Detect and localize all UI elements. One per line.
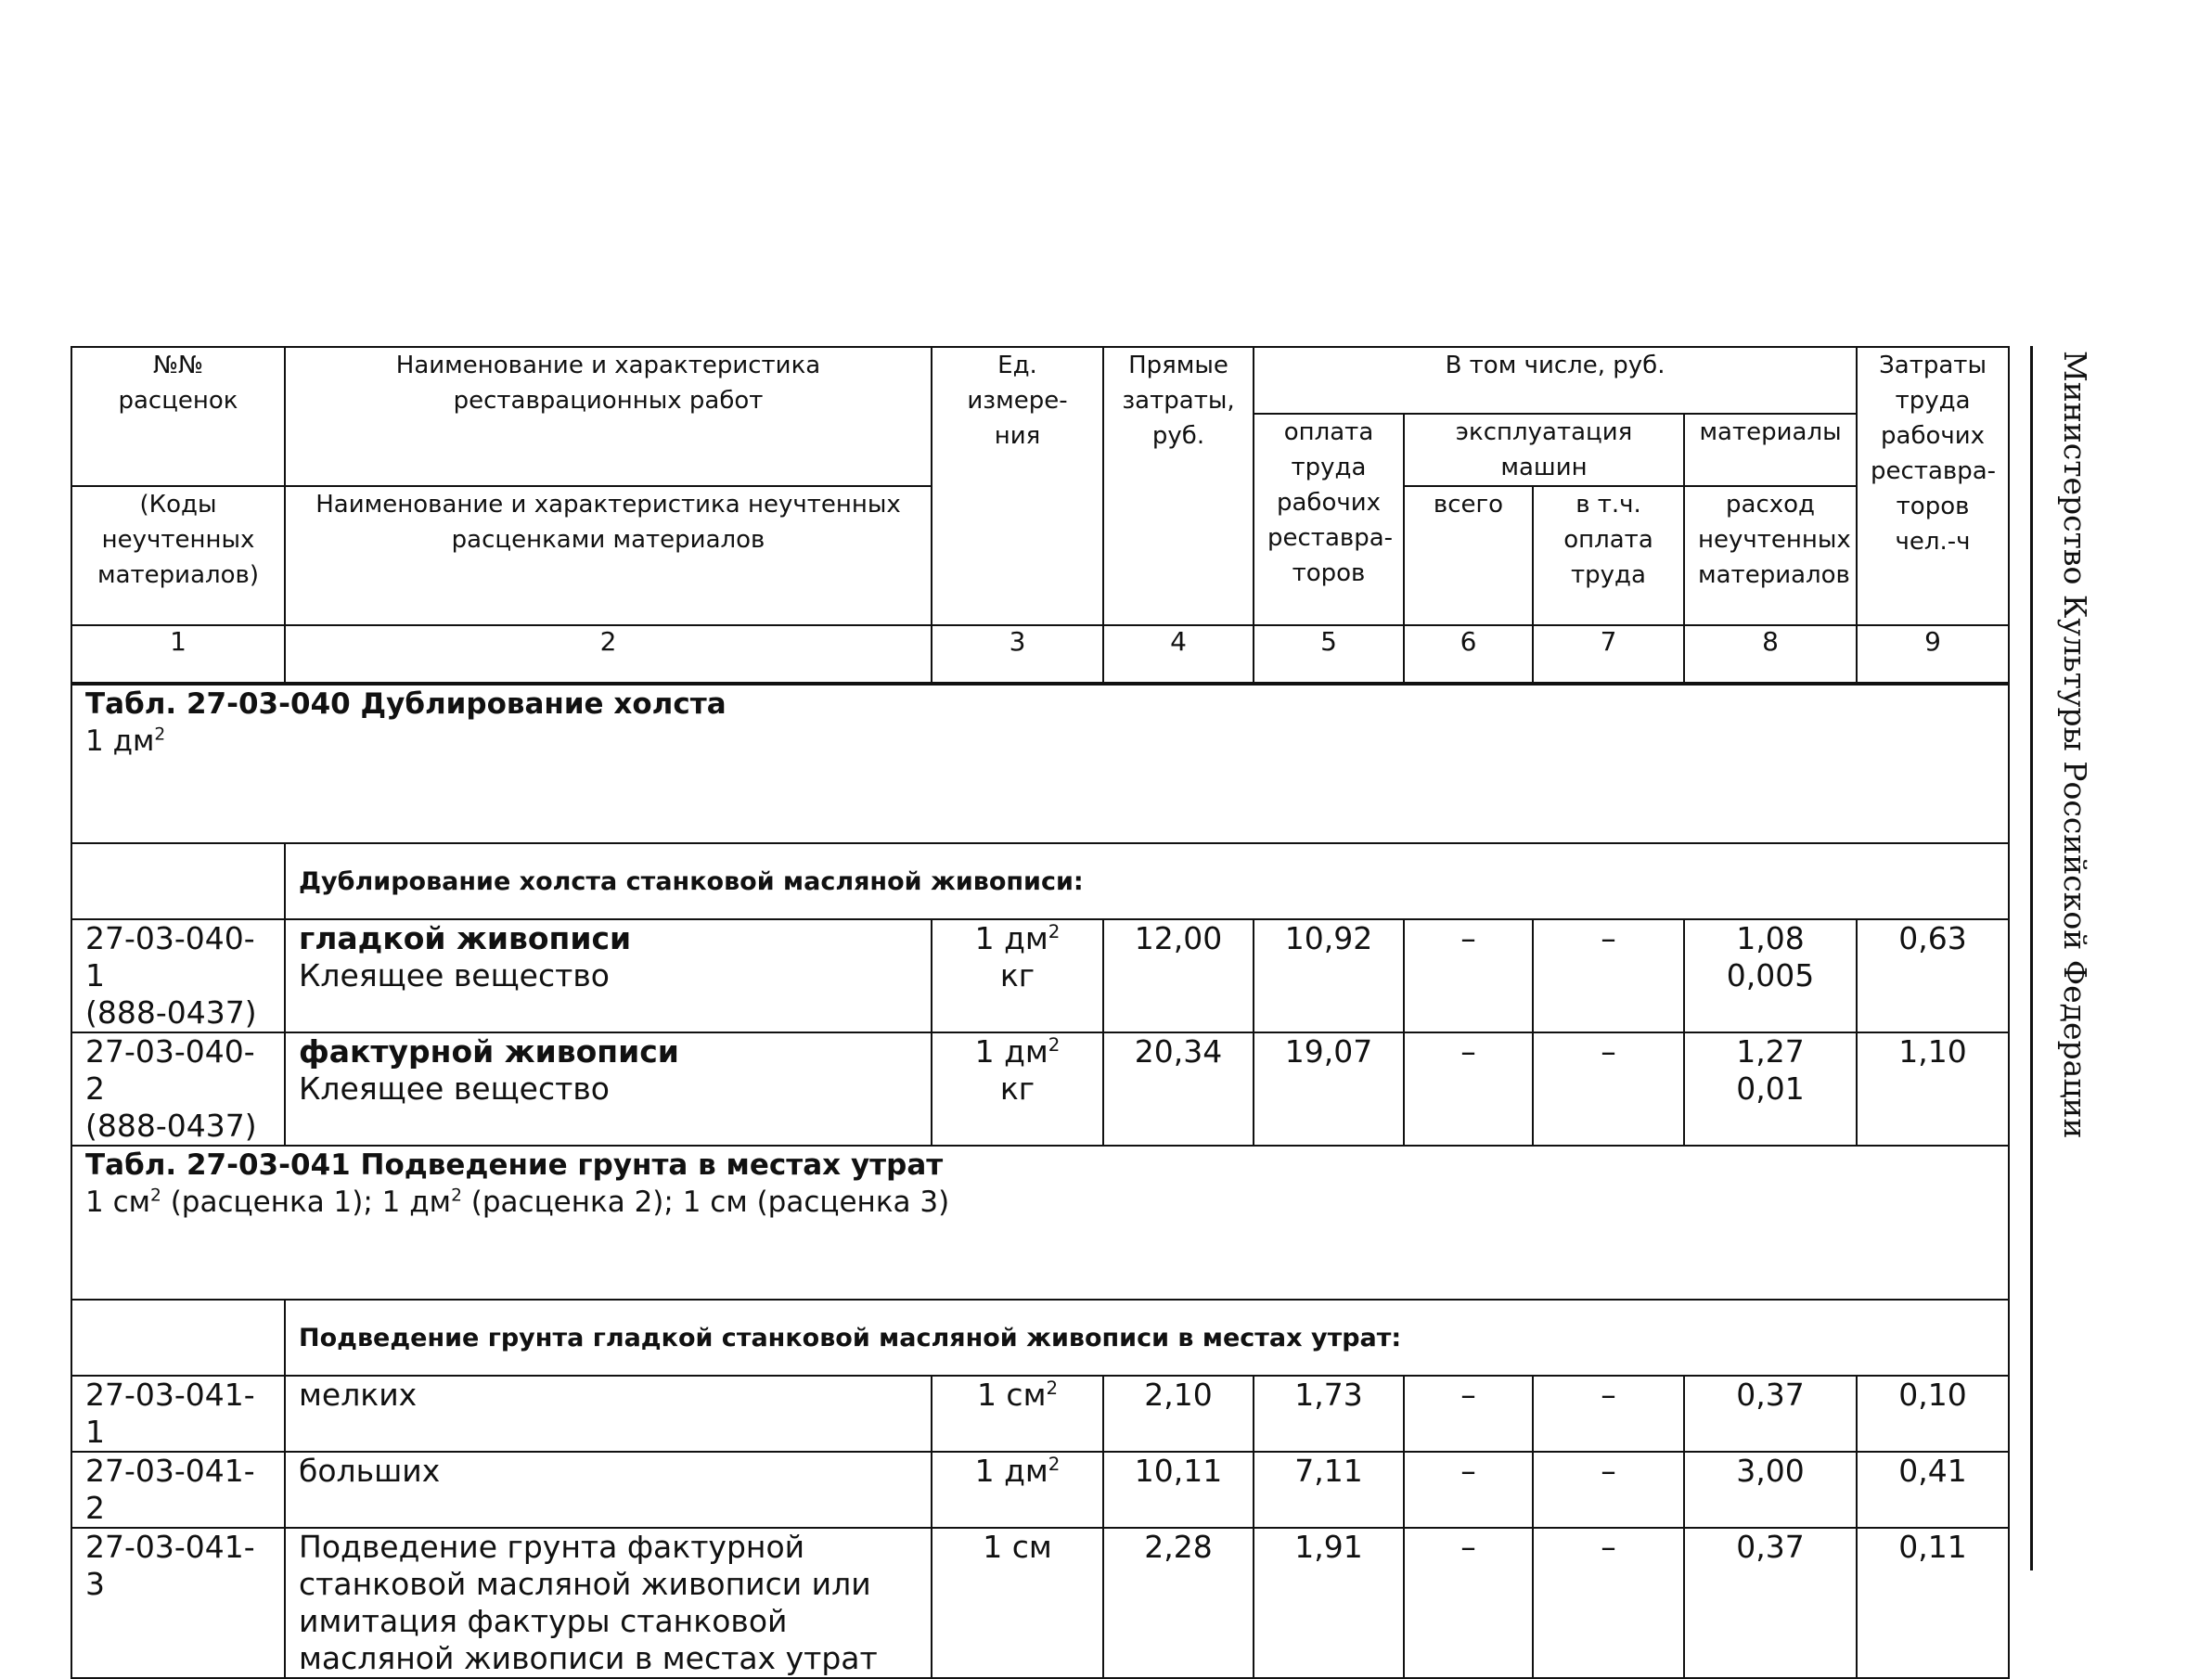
section-unit: 1 $см^2$ (расценка 1); 1 $дм^2$ (расценка 2); 1 см (расценка 3): [85, 1186, 950, 1219]
row-code: 27-03-040-1 (888-0437): [71, 919, 285, 1032]
column-number: 3: [932, 625, 1103, 684]
row-direct: 12,00: [1103, 919, 1254, 1032]
header-code: [71, 347, 285, 486]
column-number: 9: [1857, 625, 2009, 684]
row-direct: 10,11: [1103, 1452, 1254, 1528]
row-materials: 3,00: [1684, 1452, 1857, 1528]
column-number: 1: [71, 625, 285, 684]
empty-cell: [71, 1300, 285, 1376]
header-material-names: Наименование и характеристика неучтенных расценками материалов: [285, 486, 932, 625]
header-labor-hours: Затраты труда рабочих реставра-торов чел.-ч: [1857, 347, 2009, 625]
header-material-qty: расход неучтенных материалов: [1684, 486, 1857, 625]
header-code-a: №№: [152, 352, 204, 379]
row-code: 27-03-041-2: [71, 1452, 285, 1528]
section-title: Табл. 27-03-041 Подведение грунта в местах утрат: [85, 1148, 944, 1182]
section-title: Табл. 27-03-040 Дублирование холста: [85, 687, 727, 721]
row-unit: 1 $см^2$: [932, 1376, 1103, 1452]
row-name: Подведение грунта фактурной станковой масляной живописи или имитация фактуры станковой масляной живописи в местах утрат: [285, 1528, 932, 1678]
row-name: мелких: [285, 1376, 932, 1452]
header-unit: Ед. измере-ния: [932, 347, 1103, 625]
row-materials: 1,27 0,01: [1684, 1032, 1857, 1146]
row-direct: 2,10: [1103, 1376, 1254, 1452]
side-title-text: Министерство Культуры Российской Федерации: [2057, 351, 2093, 1139]
row-labor: 1,73: [1254, 1376, 1404, 1452]
subheading: [285, 1300, 2009, 1376]
row-mach-labor: –: [1533, 919, 1684, 1032]
subheading: [285, 843, 2009, 919]
table-row: [71, 919, 2009, 1032]
row-unit: 1 $дм^2$ кг: [932, 919, 1103, 1032]
row-labor: 19,07: [1254, 1032, 1404, 1146]
table-row: [71, 1528, 2009, 1678]
row-mach-total: –: [1404, 1032, 1533, 1146]
side-title: [2052, 351, 2093, 1139]
row-materials: 0,37: [1684, 1376, 1857, 1452]
subheading-row: [71, 843, 2009, 919]
table-row: [71, 1452, 2009, 1528]
row-name: фактурной живописи Клеящее вещество: [285, 1032, 932, 1146]
empty-cell: [71, 843, 285, 919]
section-heading: [71, 684, 2009, 843]
row-mach-total: –: [1404, 919, 1533, 1032]
row-code: 27-03-041-3: [71, 1528, 285, 1678]
header-machines: эксплуатация машин: [1404, 414, 1684, 486]
row-unit: 1 см: [932, 1528, 1103, 1678]
column-number: 5: [1254, 625, 1404, 684]
header-name: Наименование и характеристика реставрационных работ: [285, 347, 932, 486]
header-machines-labor: в т.ч. оплата труда: [1533, 486, 1684, 625]
column-number: 4: [1103, 625, 1254, 684]
row-hours: 0,63: [1857, 919, 2009, 1032]
row-mach-total: –: [1404, 1452, 1533, 1528]
section-heading-row: [71, 684, 2009, 843]
header-material-codes: (Коды неучтенных материалов): [71, 486, 285, 625]
row-mach-labor: –: [1533, 1528, 1684, 1678]
row-name: гладкой живописи Клеящее вещество: [285, 919, 932, 1032]
column-number: 7: [1533, 625, 1684, 684]
table-row: [71, 1032, 2009, 1146]
section-unit: 1 $дм^2$: [85, 724, 166, 758]
row-mach-labor: –: [1533, 1376, 1684, 1452]
row-hours: 0,41: [1857, 1452, 2009, 1528]
column-numbers-row: [71, 625, 2009, 684]
header-code-b: расценок: [118, 387, 238, 415]
row-hours: 1,10: [1857, 1032, 2009, 1146]
subheading-text: Подведение грунта гладкой станковой масляной живописи в местах утрат:: [299, 1323, 1402, 1352]
price-table: [71, 346, 2010, 1679]
column-number: 8: [1684, 625, 1857, 684]
table-row: [71, 1376, 2009, 1452]
row-code: 27-03-041-1: [71, 1376, 285, 1452]
column-number: 6: [1404, 625, 1533, 684]
row-hours: 0,10: [1857, 1376, 2009, 1452]
header-labor-pay: оплата труда рабочих реставра-торов: [1254, 414, 1404, 625]
row-mach-labor: –: [1533, 1032, 1684, 1146]
subheading-row: [71, 1300, 2009, 1376]
row-hours: 0,11: [1857, 1528, 2009, 1678]
row-direct: 20,34: [1103, 1032, 1254, 1146]
section-heading: [71, 1146, 2009, 1300]
header-machines-total: всего: [1404, 486, 1533, 625]
row-direct: 2,28: [1103, 1528, 1254, 1678]
header-direct-costs: Прямые затраты, руб.: [1103, 347, 1254, 625]
row-mach-total: –: [1404, 1376, 1533, 1452]
row-materials: 0,37: [1684, 1528, 1857, 1678]
row-unit: 1 $дм^2$: [932, 1452, 1103, 1528]
row-labor: 7,11: [1254, 1452, 1404, 1528]
row-labor: 1,91: [1254, 1528, 1404, 1678]
subheading-text: Дублирование холста станковой масляной живописи:: [299, 866, 1084, 896]
row-materials: 1,08 0,005: [1684, 919, 1857, 1032]
row-mach-labor: –: [1533, 1452, 1684, 1528]
header-row-1: [71, 347, 2009, 414]
row-mach-total: –: [1404, 1528, 1533, 1678]
row-code: 27-03-040-2 (888-0437): [71, 1032, 285, 1146]
column-number: 2: [285, 625, 932, 684]
row-name: больших: [285, 1452, 932, 1528]
row-unit: 1 $дм^2$ кг: [932, 1032, 1103, 1146]
row-labor: 10,92: [1254, 919, 1404, 1032]
header-group: В том числе, руб.: [1254, 347, 1857, 414]
header-materials: материалы: [1684, 414, 1857, 486]
vertical-rule: [2030, 346, 2033, 1570]
section-heading-row: [71, 1146, 2009, 1300]
